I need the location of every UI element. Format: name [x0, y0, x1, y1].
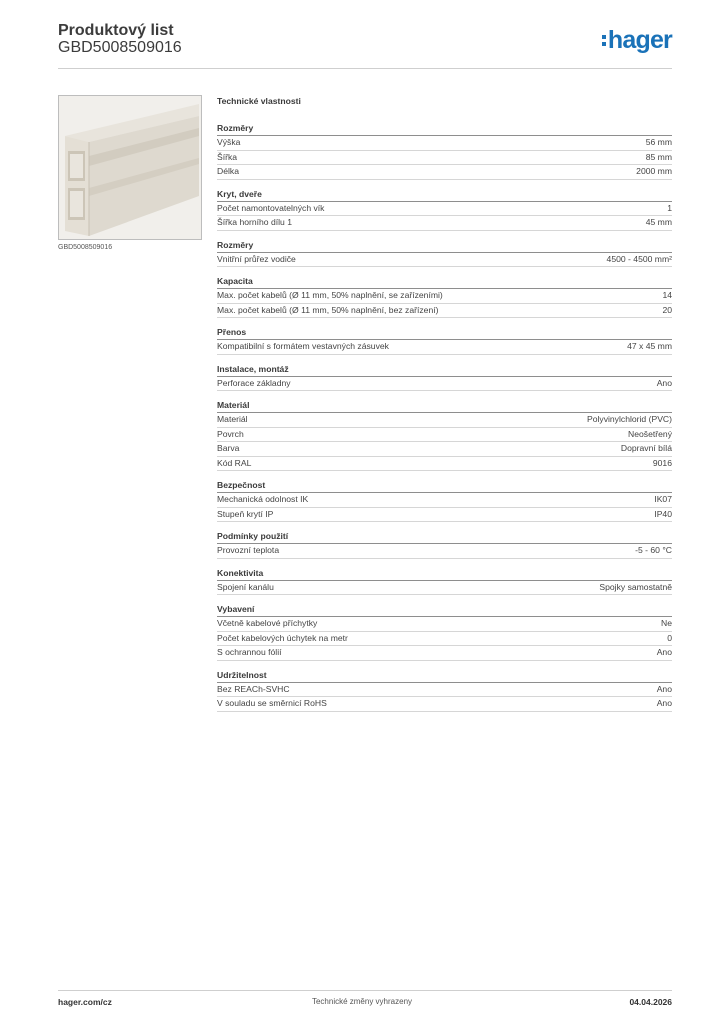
spec-label: Provozní teplota: [217, 545, 280, 555]
spec-value: Ne: [661, 618, 672, 628]
spec-row: [217, 304, 672, 319]
logo-text: hager: [607, 26, 672, 54]
spec-row: [217, 253, 672, 268]
spec-value: 20: [662, 304, 672, 315]
spec-row: [217, 136, 672, 151]
spec-value: Neošetřený: [628, 428, 672, 439]
spec-group: [217, 603, 672, 661]
spec-group-title: Kryt, dveře: [217, 188, 672, 202]
spec-group-title: Rozměry: [217, 239, 672, 253]
spec-value: IP40: [654, 508, 672, 519]
spec-label: Max. počet kabelů (Ø 11 mm, 50% naplnění, se zařízeními): [217, 290, 443, 300]
spec-label: Max. počet kabelů (Ø 11 mm, 50% naplnění, bez zařízení): [217, 304, 439, 315]
spec-row: [217, 165, 672, 180]
spec-label: Délka: [217, 166, 239, 176]
spec-group: [217, 669, 672, 712]
spec-row: [217, 646, 672, 661]
spec-label: Spojení kanálu: [217, 581, 274, 592]
spec-row: [217, 340, 672, 355]
spec-group: [217, 275, 672, 318]
cable-trunking-illustration: [59, 96, 201, 239]
spec-group: [217, 399, 672, 471]
spec-label: Vnitřní průřez vodiče: [217, 253, 296, 264]
footer-divider: [58, 990, 672, 991]
spec-row: [217, 697, 672, 712]
spec-label: Bez REACh-SVHC: [217, 683, 290, 694]
spec-group: [217, 567, 672, 596]
spec-row: [217, 457, 672, 472]
spec-label: Perforace základny: [217, 377, 291, 388]
spec-value: 0: [667, 632, 672, 643]
spec-value: 56 mm: [645, 137, 672, 147]
spec-groups: [217, 122, 672, 712]
spec-group: [217, 363, 672, 392]
product-image: [58, 95, 202, 240]
spec-value: 45 mm: [645, 217, 672, 227]
spec-value: Spojky samostatně: [599, 581, 672, 592]
spec-group: [217, 239, 672, 268]
spec-row: [217, 413, 672, 428]
spec-label: Včetně kabelové příchytky: [217, 618, 318, 628]
spec-row: [217, 581, 672, 596]
spec-label: S ochrannou fólií: [217, 647, 282, 657]
image-caption: GBD5008509016: [58, 244, 113, 251]
spec-group-title: Rozměry: [217, 122, 672, 136]
spec-row: [217, 216, 672, 231]
spec-group-title: Přenos: [217, 326, 672, 340]
header-divider: [58, 68, 672, 69]
spec-value: Ano: [656, 698, 672, 708]
footer-date: 04.04.2026: [629, 997, 672, 1007]
technical-specs: [217, 96, 672, 720]
spec-row: [217, 493, 672, 508]
spec-row: [217, 151, 672, 166]
spec-group-title: Podmínky použití: [217, 530, 672, 544]
spec-value: Dopravní bílá: [620, 443, 672, 453]
spec-group: [217, 122, 672, 180]
spec-label: Výška: [217, 137, 241, 147]
spec-label: Počet namontovatelných vík: [217, 202, 325, 213]
spec-label: Stupeň krytí IP: [217, 508, 274, 519]
spec-row: [217, 289, 672, 304]
footer-website-link[interactable]: hager.com/cz: [58, 997, 112, 1007]
spec-group: [217, 326, 672, 355]
specs-title: Technické vlastnosti: [217, 96, 301, 106]
spec-value: Ano: [656, 647, 672, 657]
spec-row: [217, 428, 672, 443]
spec-group: [217, 479, 672, 522]
spec-label: Počet kabelových úchytek na metr: [217, 632, 348, 643]
spec-value: Ano: [656, 377, 672, 388]
spec-group-title: Konektivita: [217, 567, 672, 581]
spec-group: [217, 188, 672, 231]
spec-value: 85 mm: [645, 151, 672, 162]
spec-value: 47 x 45 mm: [627, 341, 672, 351]
product-code: GBD5008509016: [58, 39, 182, 56]
spec-group-title: Bezpečnost: [217, 479, 672, 493]
spec-label: Kód RAL: [217, 457, 252, 468]
spec-group-title: Udržitelnost: [217, 669, 672, 683]
spec-value: 2000 mm: [636, 166, 672, 176]
spec-label: Kompatibilní s formátem vestavných zásuvek: [217, 341, 389, 351]
spec-label: Šířka: [217, 151, 238, 162]
footer-disclaimer: Technické změny vyhrazeny: [311, 997, 413, 1006]
spec-row: [217, 683, 672, 698]
spec-label: V souladu se směrnicí RoHS: [217, 698, 327, 708]
spec-group-title: Vybavení: [217, 603, 672, 617]
spec-row: [217, 632, 672, 647]
spec-row: [217, 544, 672, 559]
spec-value: 1: [667, 202, 672, 213]
hager-logo[interactable]: [602, 28, 672, 53]
spec-label: Mechanická odolnost IK: [217, 494, 309, 504]
spec-label: Šířka horního dílu 1: [217, 217, 293, 227]
spec-value: 14: [662, 290, 672, 300]
spec-label: Materiál: [217, 414, 248, 424]
spec-value: IK07: [654, 494, 672, 504]
spec-row: [217, 202, 672, 217]
spec-group-title: Materiál: [217, 399, 672, 413]
page-title: Produktový list: [58, 22, 174, 39]
spec-group: [217, 530, 672, 559]
spec-row: [217, 442, 672, 457]
spec-group-title: Instalace, montáž: [217, 363, 672, 377]
spec-label: Povrch: [217, 428, 244, 439]
spec-value: 4500 - 4500 mm²: [606, 253, 672, 264]
spec-row: [217, 617, 672, 632]
spec-value: -5 - 60 °C: [635, 545, 672, 555]
spec-row: [217, 508, 672, 523]
spec-row: [217, 377, 672, 392]
spec-value: Ano: [656, 683, 672, 694]
spec-value: Polyvinylchlorid (PVC): [586, 414, 672, 424]
spec-label: Barva: [217, 443, 240, 453]
logo-dots-icon: [602, 35, 606, 46]
spec-group-title: Kapacita: [217, 275, 672, 289]
spec-value: 9016: [652, 457, 672, 468]
